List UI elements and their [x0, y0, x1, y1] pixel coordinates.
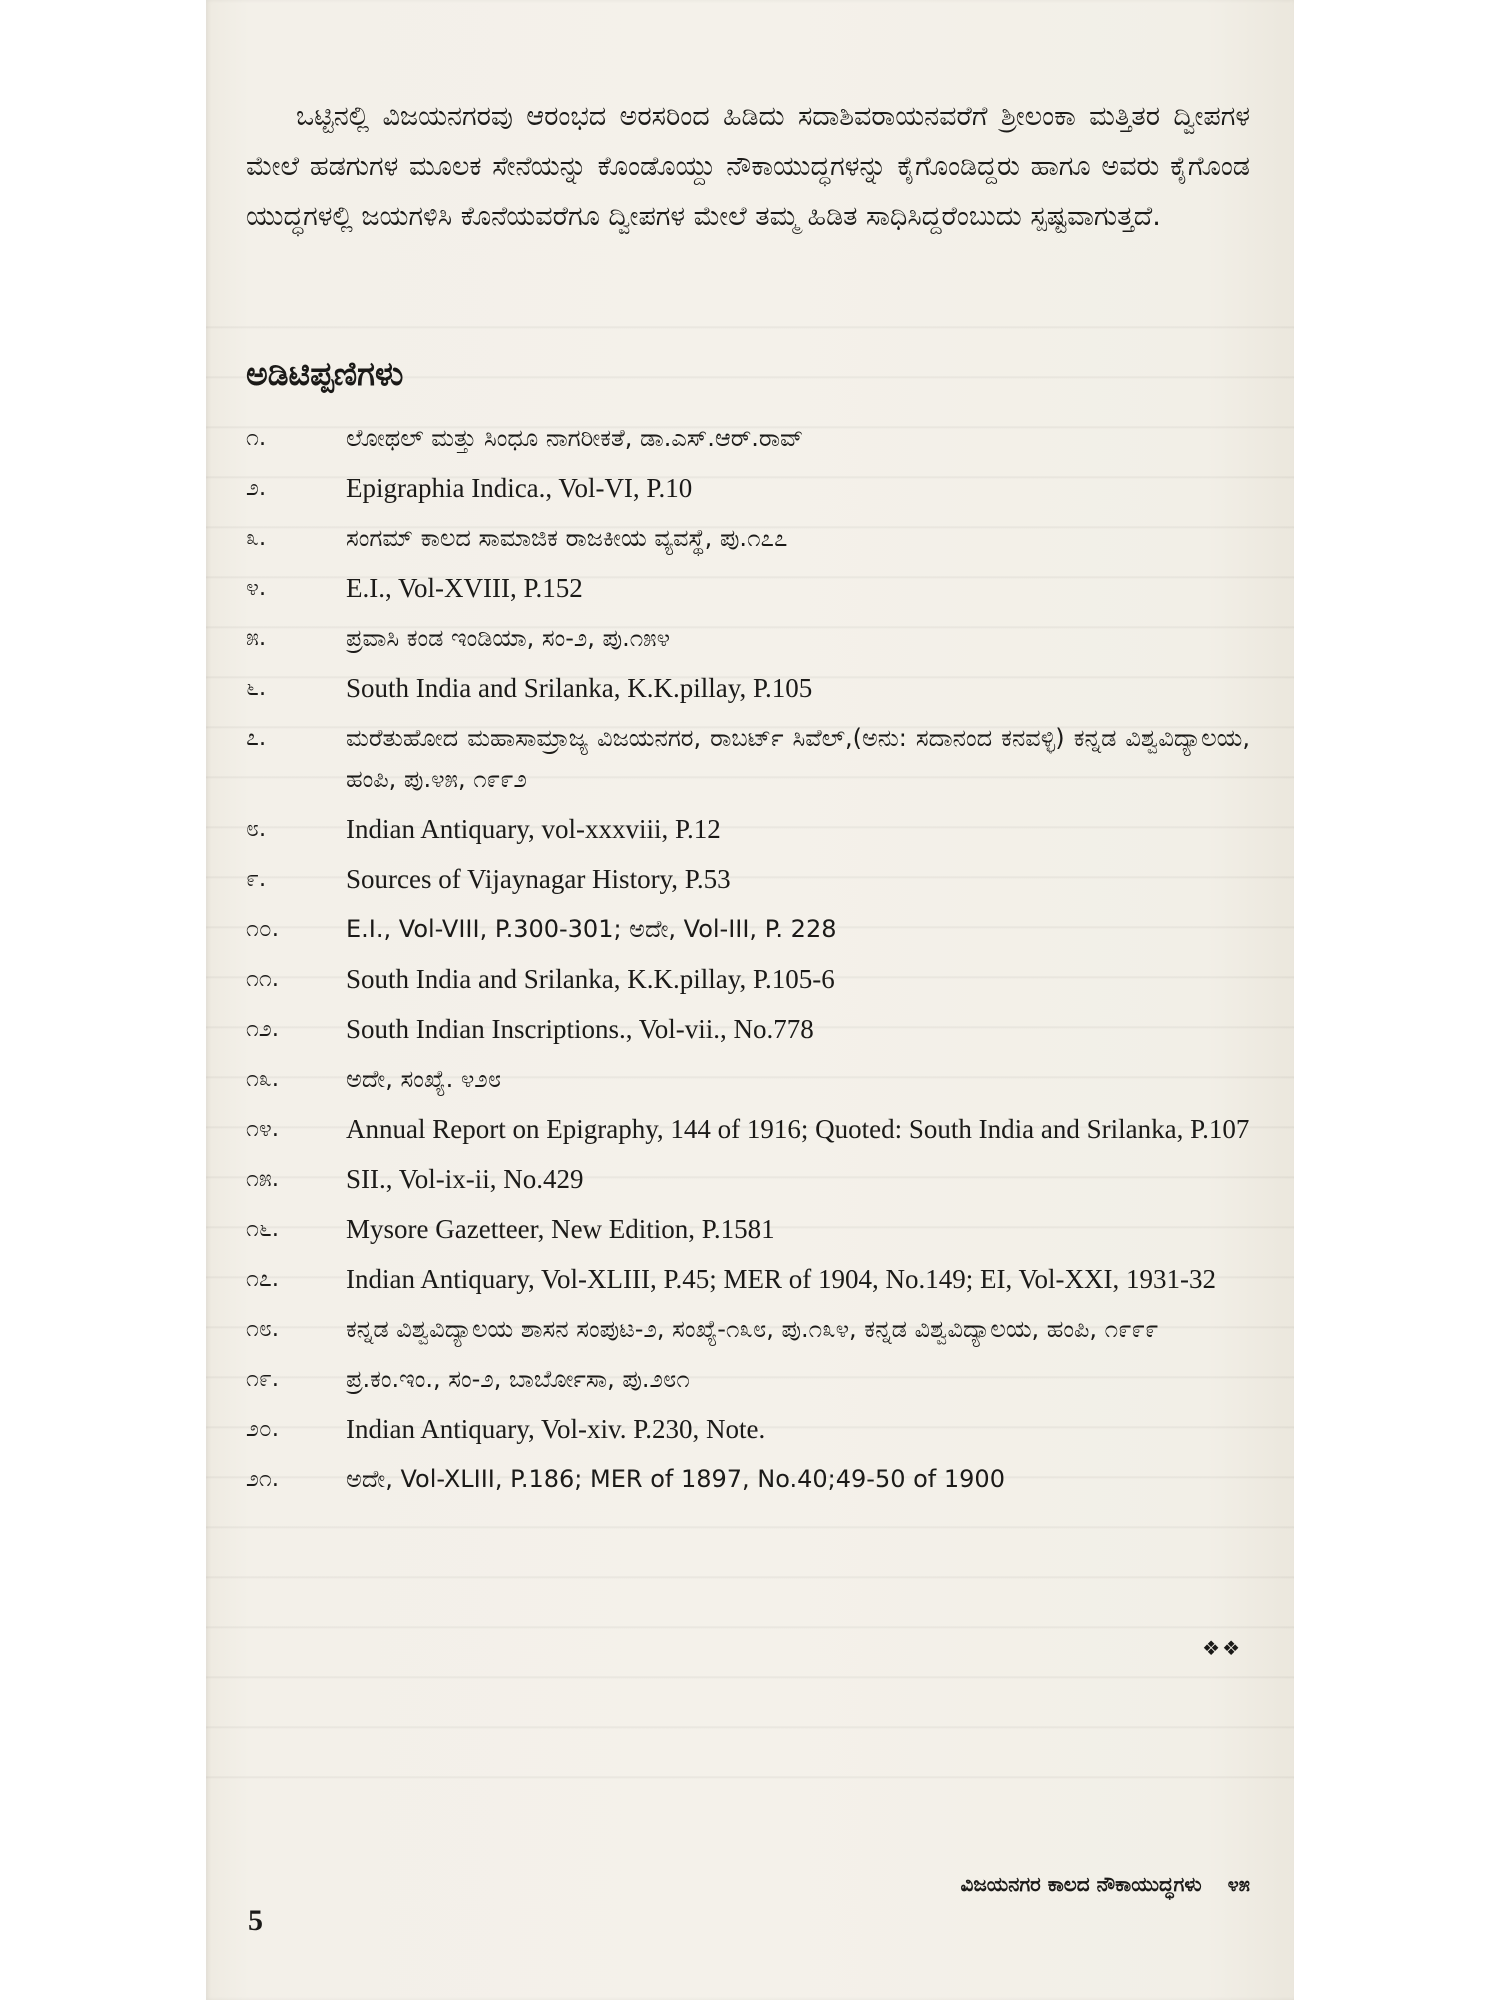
footnote-number: ೫.: [246, 625, 267, 651]
footnote-text: Epigraphia Indica., Vol-VI, P.10: [346, 473, 693, 503]
footnote-item: [246, 1109, 1250, 1150]
footnote-text: E.I., Vol-VIII, P.300-301; ಅದೇ, Vol-III, P. 228: [346, 915, 837, 943]
footnote-text: ಪ್ರ.ಕಂ.ಇಂ., ಸಂ-೨, ಬಾರ್ಬೋಸಾ, ಪು.೨೮೧: [346, 1365, 690, 1393]
footnote-text: ಕನ್ನಡ ವಿಶ್ವವಿದ್ಯಾಲಯ ಶಾಸನ ಸಂಪುಟ-೨, ಸಂಖ್ಯೆ-೧೩೮, ಪು.೧೩೪, ಕನ್ನಡ ವಿಶ್ವವಿದ್ಯಾಲಯ, ಹಂಪಿ, ೧೯೯೯: [346, 1315, 1159, 1343]
footnote-number: ೧೪.: [246, 1116, 280, 1142]
footnote-text: South India and Srilanka, K.K.pillay, P.105-6: [346, 964, 835, 994]
running-footer: [960, 1872, 1250, 1896]
footnote-item: [246, 1159, 1250, 1200]
footnote-item: [246, 1259, 1250, 1300]
footnote-text: SII., Vol-ix-ii, No.429: [346, 1164, 584, 1194]
footnote-number: ೧೭.: [246, 1266, 280, 1292]
footnote-text: Sources of Vijaynagar History, P.53: [346, 864, 731, 894]
end-ornament: ❖❖: [1202, 1636, 1242, 1660]
footnote-item: [246, 718, 1250, 800]
footnote-number: ೪.: [246, 575, 267, 601]
running-footer-title: ವಿಜಯನಗರ ಕಾಲದ ನೌಕಾಯುದ್ಧಗಳು: [960, 1872, 1202, 1896]
footnote-text: ಪ್ರವಾಸಿ ಕಂಡ ಇಂಡಿಯಾ, ಸಂ-೨, ಪು.೧೫೪: [346, 624, 671, 652]
footnote-number: ೬.: [246, 675, 267, 701]
book-page: [206, 0, 1294, 2000]
footnote-number: ೯.: [246, 866, 267, 892]
footnote-number: ೧೯.: [246, 1366, 280, 1392]
footnote-item: [246, 468, 1250, 509]
footnote-item: [246, 518, 1250, 559]
footnote-text: ಸಂಗಮ್ ಕಾಲದ ಸಾಮಾಜಿಕ ರಾಜಕೀಯ ವ್ಯವಸ್ಥೆ, ಪು.೧೭೭: [346, 524, 788, 552]
footnotes-list: [246, 418, 1250, 1509]
footnote-item: [246, 909, 1250, 950]
footnote-item: [246, 959, 1250, 1000]
footnote-number: ೧೦.: [246, 916, 280, 942]
footnote-item: [246, 618, 1250, 659]
footnote-number: ೧೧.: [246, 966, 280, 992]
footnote-number: ೨೧.: [246, 1466, 280, 1492]
footnote-number: ೨೦.: [246, 1416, 280, 1442]
footnote-text: South India and Srilanka, K.K.pillay, P.105: [346, 673, 813, 703]
footnote-number: ೧೫.: [246, 1166, 280, 1192]
footnote-number: ೧೩.: [246, 1066, 280, 1092]
footnote-text: ಅದೇ, ಸಂಖ್ಯೆ. ೪೨೮: [346, 1065, 502, 1093]
footnote-number: ೧.: [246, 425, 267, 451]
body-paragraph: ಒಟ್ಟಿನಲ್ಲಿ ವಿಜಯನಗರವು ಆರಂಭದ ಅರಸರಿಂದ ಹಿಡಿದು ಸದಾಶಿವರಾಯನವರೆಗೆ ಶ್ರೀಲಂಕಾ ಮತ್ತಿತರ ದ್ವೀಪಗಳ ಮೇಲೆ ಹಡಗುಗಳ ಮೂಲಕ ಸೇನೆಯನ್ನು ಕೊಂಡೊಯ್ದು ನೌಕಾಯುದ್ಧಗಳನ್ನು ಕೈಗೊಂಡಿದ್ದರು ಹಾಗೂ ಅವರು ಕೈಗೊಂಡ ಯುದ್ಧಗಳಲ್ಲಿ ಜಯಗಳಿಸಿ ಕೊನೆಯವರೆಗೂ ದ್ವೀಪಗಳ ಮೇಲೆ ತಮ್ಮ ಹಿಡಿತ ಸಾಧಿಸಿದ್ದರೆಂಬುದು ಸ್ಪಷ್ಟವಾಗುತ್ತದೆ.: [246, 101, 1250, 232]
footnote-item: [246, 809, 1250, 850]
footnote-number: ೧೮.: [246, 1316, 280, 1342]
footnote-number: ೮.: [246, 816, 267, 842]
footnote-item: [246, 668, 1250, 709]
footnote-text: Annual Report on Epigraphy, 144 of 1916; Quoted: South India and Srilanka, P.107: [346, 1114, 1250, 1144]
footnote-text: ಲೋಥಲ್ ಮತ್ತು ಸಿಂಧೂ ನಾಗರೀಕತೆ, ಡಾ.ಎಸ್.ಆರ್.ರಾವ್: [346, 424, 804, 452]
footnote-item: [246, 418, 1250, 459]
footnote-item: [246, 1359, 1250, 1400]
footnote-text: Indian Antiquary, vol-xxxviii, P.12: [346, 814, 721, 844]
footnote-text: Indian Antiquary, Vol-xiv. P.230, Note.: [346, 1414, 766, 1444]
footnote-number: ೩.: [246, 525, 267, 551]
footnote-number: ೧೬.: [246, 1216, 280, 1242]
footnote-text: Mysore Gazetteer, New Edition, P.1581: [346, 1214, 775, 1244]
footnote-text: ಮರೆತುಹೋದ ಮಹಾಸಾಮ್ರಾಜ್ಯ ವಿಜಯನಗರ, ರಾಬರ್ಟ್ ಸಿವೆಲ್,(ಅನು: ಸದಾನಂದ ಕನವಳ್ಳಿ) ಕನ್ನಡ ವಿಶ್ವವಿದ್ಯಾಲಯ, ಹಂಪಿ, ಪು.೪೫, ೧೯೯೨: [346, 724, 1250, 793]
footnotes-heading: ಅಡಿಟಿಪ್ಪಣಿಗಳು: [246, 354, 404, 393]
footnote-item: [246, 1459, 1250, 1500]
footnote-text: Indian Antiquary, Vol-XLIII, P.45; MER of 1904, No.149; EI, Vol-XXI, 1931-32: [346, 1264, 1216, 1294]
footnote-number: ೧೨.: [246, 1016, 280, 1042]
footnote-text: E.I., Vol-XVIII, P.152: [346, 573, 583, 603]
footnote-item: [246, 1409, 1250, 1450]
footnote-item: [246, 859, 1250, 900]
footnote-item: [246, 1309, 1250, 1350]
footnote-item: [246, 1009, 1250, 1050]
footnote-item: [246, 568, 1250, 609]
footnote-text: ಅದೇ, Vol-XLIII, P.186; MER of 1897, No.40;49-50 of 1900: [346, 1465, 1005, 1493]
footnote-item: [246, 1059, 1250, 1100]
footnote-number: ೨.: [246, 475, 267, 501]
footnote-item: [246, 1209, 1250, 1250]
corner-number: 5: [248, 1904, 263, 1937]
footnote-number: ೭.: [246, 725, 267, 751]
page-number: ೪೫: [1227, 1872, 1250, 1896]
footnote-text: South Indian Inscriptions., Vol-vii., No.778: [346, 1014, 814, 1044]
